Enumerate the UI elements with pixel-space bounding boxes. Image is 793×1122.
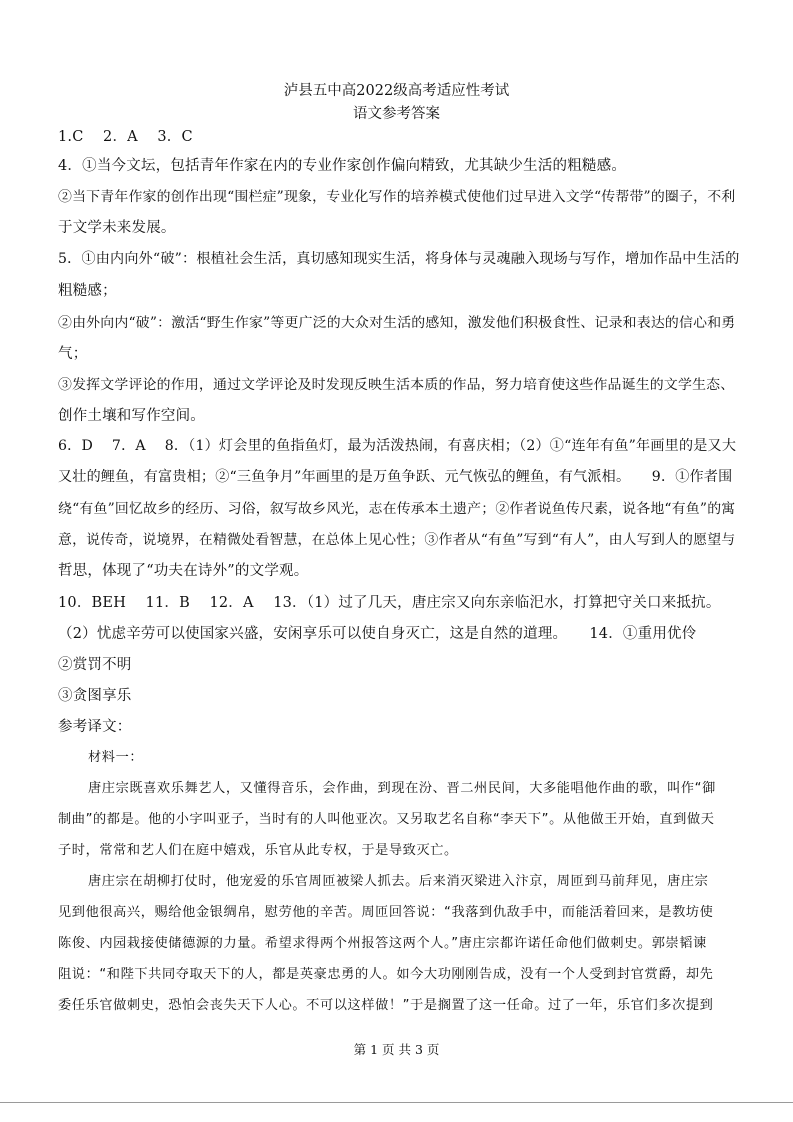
answer-line: ③贪图享乐 (58, 688, 132, 704)
answer-line: 哲思，体现了“功夫在诗外”的文学观。 (58, 563, 309, 579)
answer-line: ②赏罚不明 (58, 657, 132, 673)
translation-line: 唐庄宗既喜欢乐舞艺人，又懂得音乐，会作曲，到现在汾、晋二州民间，大多能唱他作曲的歌，叫作“御 (88, 781, 716, 796)
page-subtitle: 语文参考答案 (353, 106, 440, 122)
answer-line: （2）忧虑辛劳可以使国家兴盛，安闲享乐可以使自身灭亡，这是自然的道理。 14．①重用优伶 (58, 626, 697, 642)
answer-line: 意，说传奇，说境界，在精微处看智慧，在总体上见心性；③作者从“有鱼”写到“有人”，由人写到人的愿望与 (58, 532, 736, 548)
answer-line: ②当下青年作家的创作出现“围栏症”现象，专业化写作的培养模式使他们过早进入文学“传帮带”的圈子，不利 (58, 189, 736, 205)
answer-line: 10．BEH 11．B 12．A 13．（1）过了几天，唐庄宗又向东亲临汜水，打算把守关口来抵抗。 (58, 595, 721, 611)
answer-line: 又壮的鲤鱼，有富贵相；②“三鱼争月”年画里的是万鱼争跃、元气恢弘的鲤鱼，有气派相。 9．①作者围 (58, 469, 733, 485)
translation-line: 子时，常常和艺人们在庭中嬉戏，乐官从此专权，于是导致灭亡。 (58, 843, 458, 858)
answer-line: 4．①当今文坛，包括青年作家在内的专业作家创作偏向精致，尤其缺少生活的粗糙感。 (58, 158, 627, 174)
translation-line: 陈俊、内园栽接使储德源的力量。希望求得两个州报答这两个人。”唐庄宗都许诺任命他们做刺史。郭崇韬谏 (58, 936, 707, 951)
translation-line: 委任乐官做刺史，恐怕会丧失天下人心。不可以这样做！”于是搁置了这一任命。过了一年，乐官们多次提到 (58, 998, 714, 1013)
translation-heading: 材料一： (88, 750, 144, 765)
section-heading: 参考译文： (58, 719, 132, 735)
translation-line: 见到他很高兴，赐给他金银绸帛，慰劳他的辛苦。周匝回答说：“我落到仇敌手中，而能活着回来，是教坊使 (58, 905, 714, 920)
answer-line: ②由外向内“破”：激活“野生作家”等更广泛的大众对生活的感知，激发他们积极食性、记录和表达的信心和勇 (58, 315, 736, 331)
answer-line: 气； (58, 346, 88, 362)
answer-line: 1.C 2．A 3．C (58, 129, 193, 145)
answer-line: 于文学未来发展。 (58, 220, 176, 236)
answer-line: 6．D 7．A 8．（1）灯会里的鱼指鱼灯，最为活泼热闹，有喜庆相；（2）①“连年有鱼”年画里的是又大 (58, 438, 737, 454)
bottom-divider (0, 1102, 793, 1103)
answer-line: ③发挥文学评论的作用，通过文学评论及时发现反映生活本质的作品，努力培育使这些作品诞生的文学生态、 (58, 377, 735, 393)
answer-line: 创作土壤和写作空间。 (58, 408, 205, 424)
answer-line: 绕“有鱼”回忆故乡的经历、习俗，叙写故乡风光，志在传承本土遗产；②作者说鱼传尺素，说各地“有鱼”的寓 (58, 501, 736, 517)
answer-line: 5．①由内向外“破”：根植社会生活，真切感知现实生活，将身体与灵魂融入现场与写作，增加作品中生活的 (58, 251, 740, 267)
translation-line: 制曲”的都是。他的小字叫亚子，当时有的人叫他亚次。又另取艺名自称“李天下”。从他做王开始，直到做天 (58, 812, 715, 827)
page-title: 泸县五中高2022级高考适应性考试 (283, 83, 510, 99)
translation-line: 唐庄宗在胡柳打仗时，他宠爱的乐官周匝被梁人抓去。后来消灭梁进入汴京，周匝到马前拜见，唐庄宗 (88, 874, 709, 889)
translation-line: 阻说：“和陛下共同夺取天下的人，都是英豪忠勇的人。如今大功刚刚告成，没有一个人受到封官赏爵，却先 (58, 967, 714, 982)
answer-line: 粗糙感； (58, 283, 117, 299)
page-number: 第 1 页 共 3 页 (353, 1042, 440, 1057)
